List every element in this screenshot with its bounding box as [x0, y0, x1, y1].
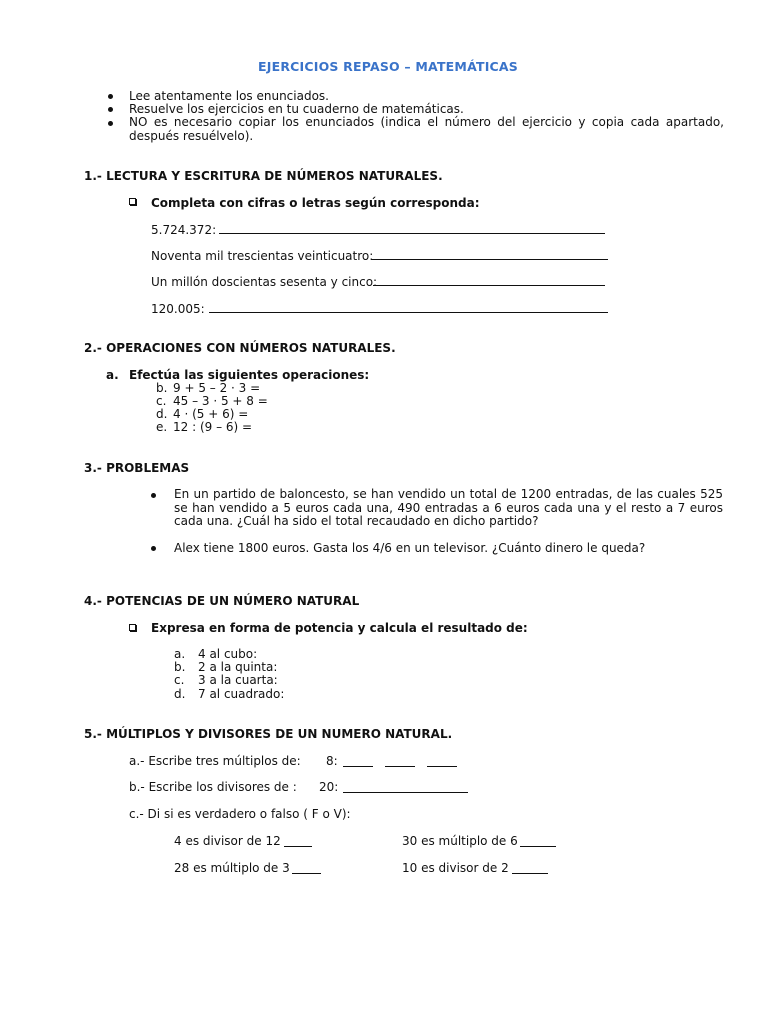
problem-item: En un partido de baloncesto, se han vendido un total de 1200 entradas, de las cuales 525 se han vendido a 5 euros cada una, 490 entradas a 6 euros cada una y el resto a 7 euros cada una. ¿Cuál ha sido el total recaudado en dicho partido?: [174, 487, 723, 528]
answer-line[interactable]: [343, 766, 373, 767]
power-item: 3 a la cuarta:: [198, 673, 278, 687]
operation-item: 4 · (5 + 6) =: [173, 407, 249, 421]
operation-item: 9 + 5 – 2 · 3 =: [173, 381, 261, 395]
square-bullet-icon: [129, 198, 136, 205]
list-marker: c.: [174, 673, 185, 687]
answer-line[interactable]: [512, 873, 548, 874]
section-2-heading: 2.- OPERACIONES CON NÚMEROS NATURALES.: [84, 341, 396, 355]
power-item: 4 al cubo:: [198, 647, 258, 661]
bullet-icon: [108, 121, 113, 126]
multiples-number: 8:: [326, 754, 338, 768]
number-item: 120.005:: [151, 302, 205, 316]
instruction-item: NO es necesario copiar los enunciados (indica el número del ejercicio y copia cada apartado, después resuélvelo).: [129, 115, 724, 143]
list-marker: c.: [156, 394, 167, 408]
number-item: Un millón doscientas sesenta y cinco:: [151, 275, 378, 289]
section-1-task: Completa con cifras o letras según corresponda:: [151, 196, 480, 210]
instruction-item: Resuelve los ejercicios en tu cuaderno de matemáticas.: [129, 102, 464, 116]
section-5-heading: 5.- MÚLTIPLOS Y DIVISORES DE UN NUMERO NATURAL.: [84, 727, 453, 741]
instruction-item: Lee atentamente los enunciados.: [129, 89, 329, 103]
bullet-icon: [151, 546, 156, 551]
true-false-item: 4 es divisor de 12: [174, 834, 281, 848]
true-false-item: 28 es múltiplo de 3: [174, 861, 290, 875]
bullet-icon: [151, 493, 156, 498]
true-false-item: 10 es divisor de 2: [402, 861, 509, 875]
answer-line[interactable]: [371, 259, 608, 260]
list-marker: b.: [156, 381, 168, 395]
list-marker: d.: [156, 407, 168, 421]
section-1-heading: 1.- LECTURA Y ESCRITURA DE NÚMEROS NATURALES.: [84, 169, 443, 183]
answer-line[interactable]: [373, 285, 605, 286]
divisors-number: 20:: [319, 780, 339, 794]
bullet-icon: [108, 94, 113, 99]
list-marker: a.: [106, 368, 119, 382]
list-marker: e.: [156, 420, 168, 434]
square-bullet-icon: [129, 624, 136, 631]
answer-line[interactable]: [284, 846, 312, 847]
power-item: 2 a la quinta:: [198, 660, 278, 674]
answer-line[interactable]: [385, 766, 415, 767]
section-4-task: Expresa en forma de potencia y calcula el resultado de:: [151, 621, 528, 635]
operation-item: 12 : (9 – 6) =: [173, 420, 253, 434]
true-false-prompt: c.- Di si es verdadero o falso ( F o V):: [129, 807, 351, 821]
true-false-item: 30 es múltiplo de 6: [402, 834, 518, 848]
answer-line[interactable]: [427, 766, 457, 767]
answer-line[interactable]: [219, 233, 605, 234]
answer-line[interactable]: [343, 792, 468, 793]
multiples-prompt: a.- Escribe tres múltiplos de:: [129, 754, 301, 768]
list-marker: d.: [174, 687, 186, 701]
page-title: EJERCICIOS REPASO – MATEMÁTICAS: [258, 59, 518, 74]
divisors-prompt: b.- Escribe los divisores de :: [129, 780, 297, 794]
section-2-task: Efectúa las siguientes operaciones:: [129, 368, 370, 382]
list-marker: b.: [174, 660, 186, 674]
problem-item: Alex tiene 1800 euros. Gasta los 4/6 en un televisor. ¿Cuánto dinero le queda?: [174, 541, 646, 555]
list-marker: a.: [174, 647, 186, 661]
operation-item: 45 – 3 · 5 + 8 =: [173, 394, 268, 408]
answer-line[interactable]: [209, 312, 608, 313]
section-4-heading: 4.- POTENCIAS DE UN NÚMERO NATURAL: [84, 594, 360, 608]
number-item: Noventa mil trescientas veinticuatro:: [151, 249, 374, 263]
section-3-heading: 3.- PROBLEMAS: [84, 461, 190, 475]
number-item: 5.724.372:: [151, 223, 217, 237]
power-item: 7 al cuadrado:: [198, 687, 285, 701]
answer-line[interactable]: [520, 846, 556, 847]
bullet-icon: [108, 107, 113, 112]
answer-line[interactable]: [292, 873, 321, 874]
